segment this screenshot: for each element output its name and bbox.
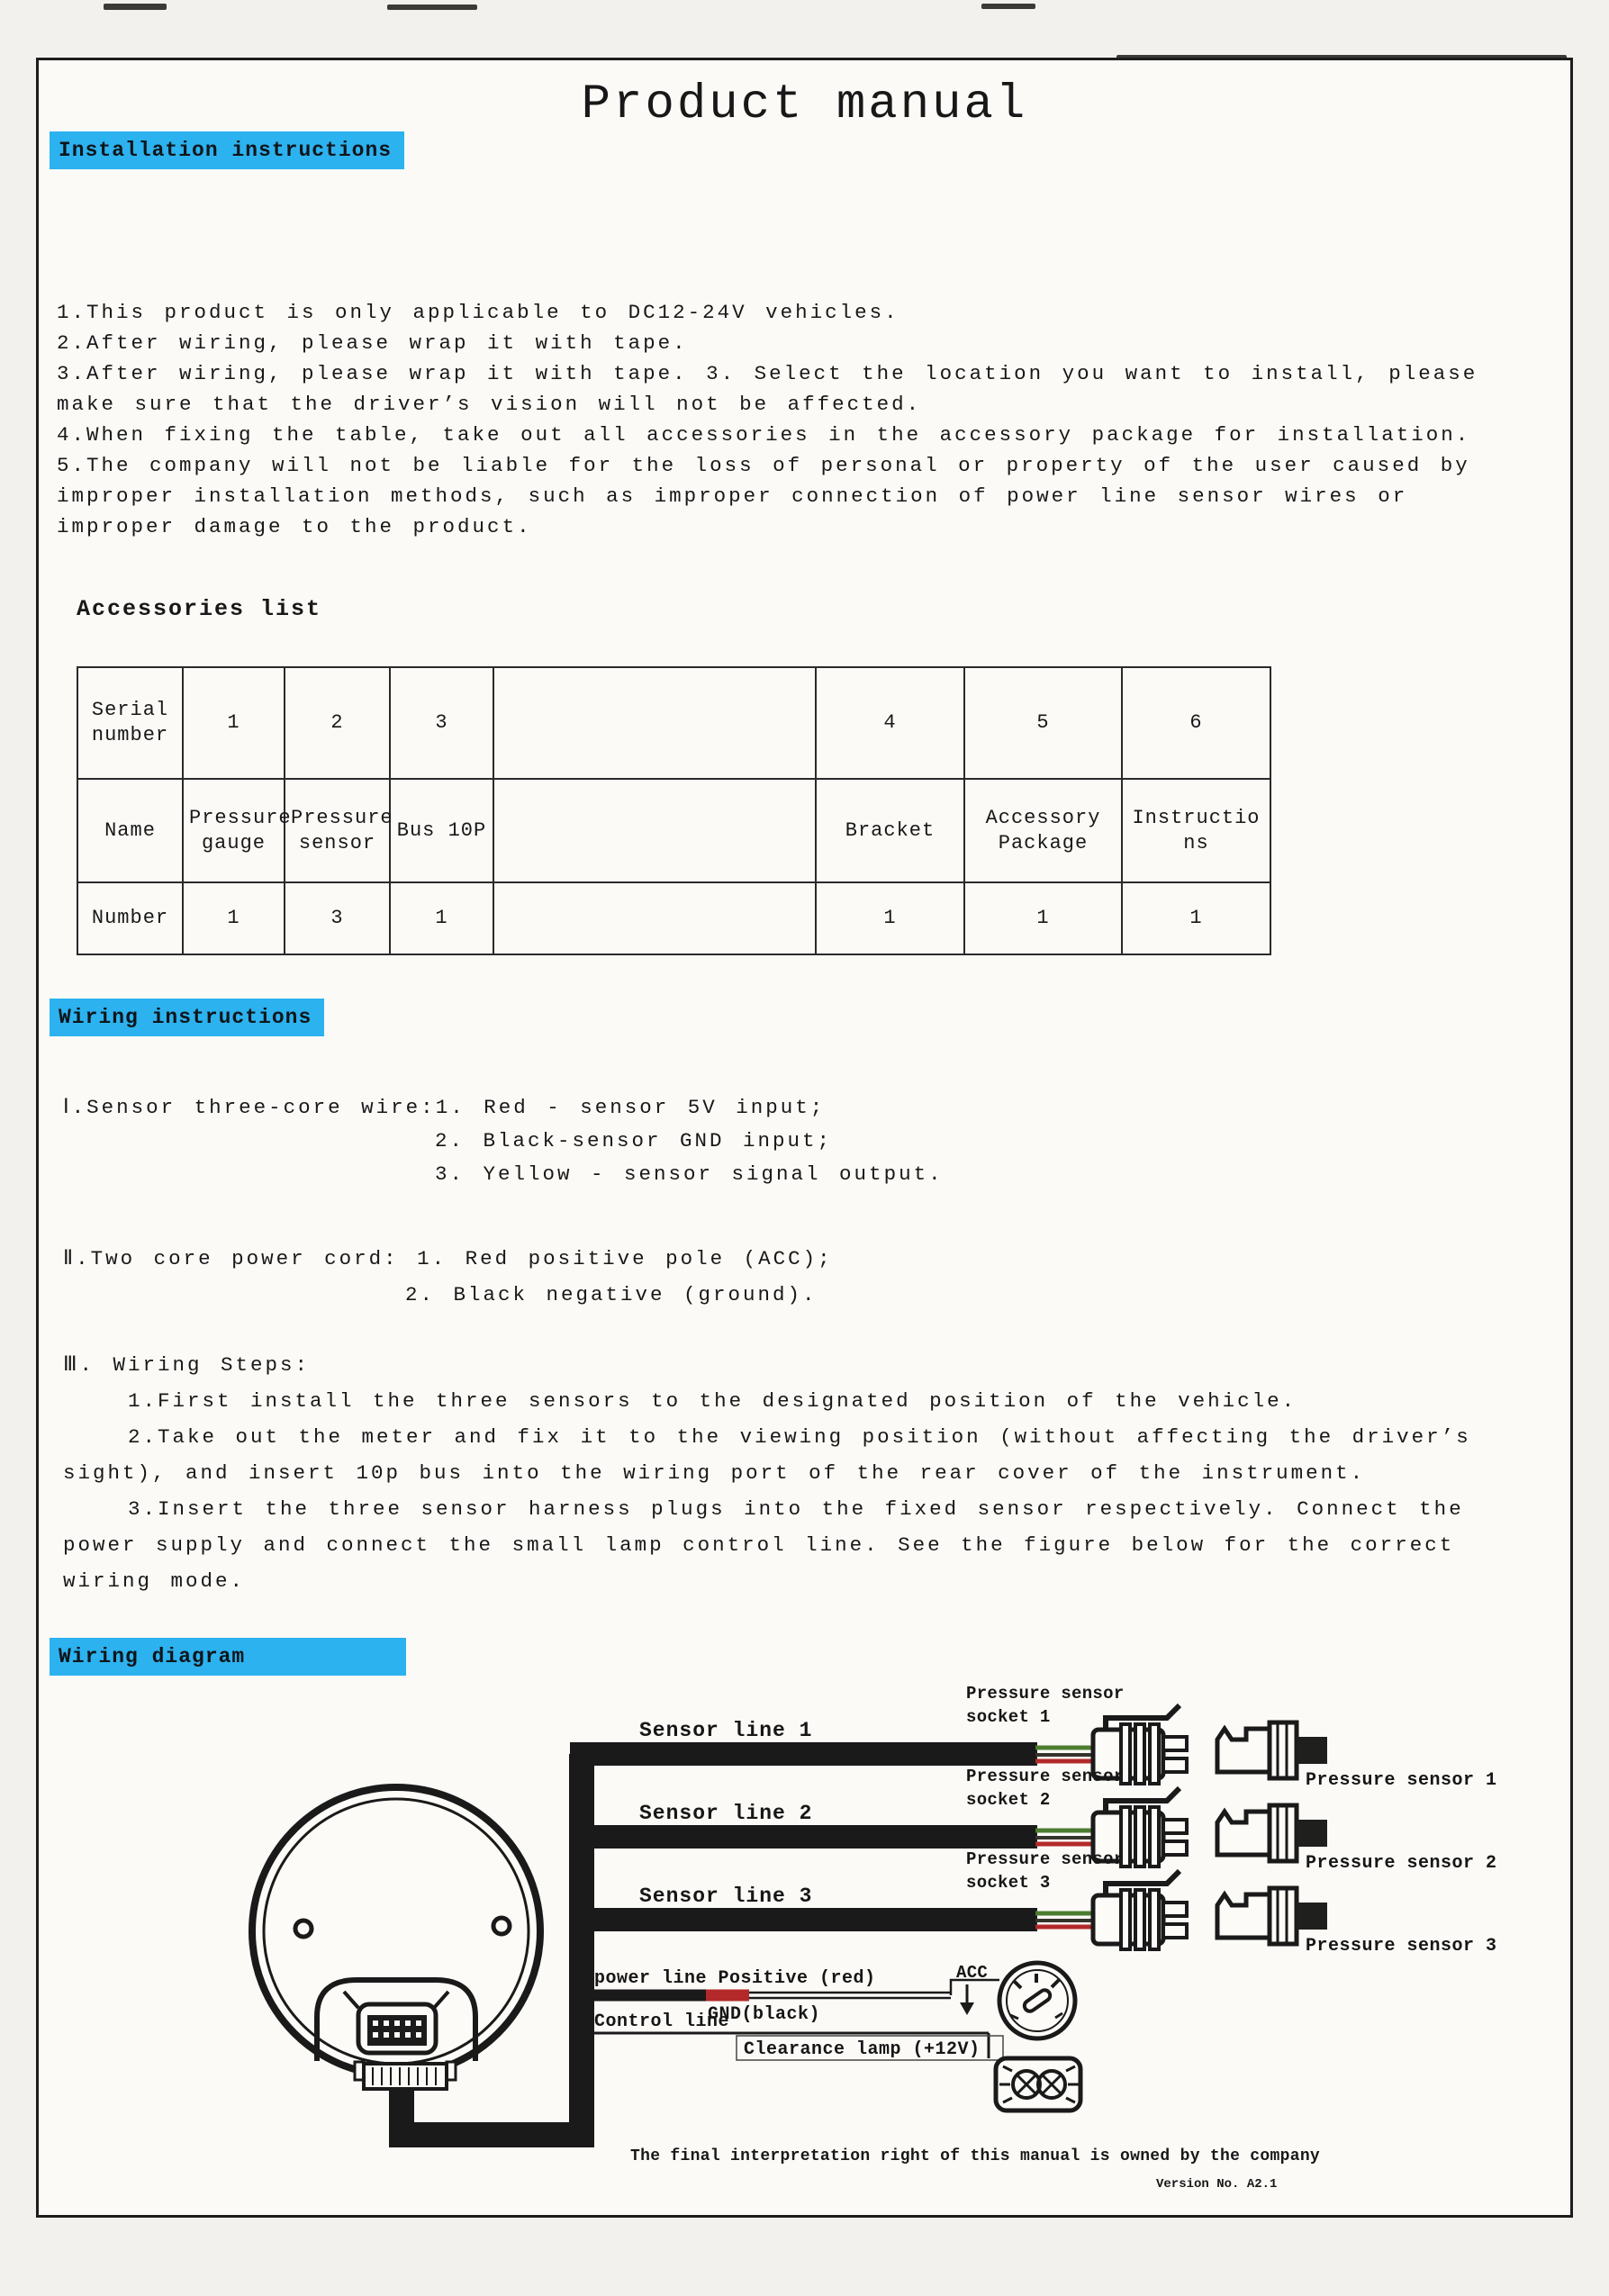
instruction-line: 2.After wiring, please wrap it with tape.: [57, 331, 688, 355]
power-line-label: power line Positive (red): [594, 1968, 876, 1989]
section-heading-installation: Installation instructions: [50, 131, 404, 169]
wiring-line: Ⅲ. Wiring Steps:: [63, 1353, 311, 1377]
scan-artifact: [104, 4, 167, 10]
table-cell: [493, 667, 816, 779]
wiring-line: power supply and connect the small lamp control line. See the figure below for the correct: [63, 1533, 1455, 1557]
instruction-line: 4.When fixing the table, take out all accessories in the accessory package for installation.: [57, 423, 1471, 447]
sensor-line-1-label: Sensor line 1: [639, 1719, 813, 1742]
bus-plug-icon: [355, 2062, 456, 2089]
scan-artifact: [387, 5, 477, 10]
table-cell: [493, 779, 816, 882]
table-cell: 5: [964, 667, 1122, 779]
table-row-name: [77, 779, 1270, 882]
installation-instructions: [57, 297, 1569, 542]
pressure-sensor-3-label: Pressure sensor 3: [1306, 1936, 1497, 1957]
table-cell: Bracket: [816, 779, 964, 882]
instruction-line: 5.The company will not be liable for the loss of personal or property of the user caused by: [57, 454, 1470, 477]
pressure-sensor-1-label: Pressure sensor 1: [1306, 1770, 1497, 1791]
table-cell: [493, 882, 816, 954]
table-cell: 4: [816, 667, 964, 779]
wiring-line: Ⅱ.Two core power cord: 1. Red positive pole (ACC);: [63, 1247, 833, 1270]
sensor-line-2-label: Sensor line 2: [639, 1802, 813, 1825]
instruction-line: improper damage to the product.: [57, 515, 532, 538]
table-cell: Accessory Package: [964, 779, 1122, 882]
table-cell: 3: [390, 667, 493, 779]
table-cell: Pressure sensor: [285, 779, 390, 882]
table-cell: 1: [816, 882, 964, 954]
section-heading-wiring-diagram: Wiring diagram: [50, 1638, 406, 1676]
wiring-line: 2.Take out the meter and fix it to the viewing position (without affecting the driver’s: [128, 1425, 1471, 1449]
wiring-line: 3.Insert the three sensor harness plugs into the fixed sensor respectively. Connect the: [128, 1497, 1464, 1521]
wiring-line: 2. Black negative (ground).: [405, 1283, 818, 1306]
table-cell: Bus 10P: [390, 779, 493, 882]
down-arrow-icon: [960, 2002, 974, 2015]
version-number: Version No. A2.1: [1156, 2177, 1278, 2192]
wiring-line: sight), and insert 10p bus into the wiring port of the rear cover of the instrument.: [63, 1461, 1366, 1485]
ignition-switch-icon: [999, 1963, 1075, 2038]
wiring-section-2: [63, 1241, 1576, 1313]
instruction-line: 3.After wiring, please wrap it with tape. 3. Select the location you want to install, please: [57, 362, 1478, 385]
table-cell: 1: [964, 882, 1122, 954]
pressure-sensor-socket-3: [1035, 1871, 1187, 1949]
wiring-line: 1.First install the three sensors to the designated position of the vehicle.: [128, 1389, 1297, 1413]
socket-1-label: Pressure sensor: [966, 1684, 1125, 1704]
wiring-section-3: [63, 1347, 1576, 1599]
instruction-line: make sure that the driver’s vision will not be affected.: [57, 393, 922, 416]
wiring-diagram-figure: [0, 1670, 1609, 2161]
socket-2-label: Pressure sensor: [966, 1767, 1125, 1786]
table-cell: 6: [1122, 667, 1270, 779]
socket-3-label: Pressure sensor: [966, 1849, 1125, 1869]
wiring-line: 3. Yellow - sensor signal output.: [435, 1162, 944, 1186]
socket-2-label: socket 2: [966, 1790, 1051, 1810]
clearance-lamp-label: Clearance lamp (+12V): [744, 2039, 981, 2060]
socket-3-label: socket 3: [966, 1873, 1051, 1893]
acc-label: ACC: [956, 1963, 989, 1983]
wiring-line: wiring mode.: [63, 1569, 246, 1593]
wiring-line: 2. Black-sensor GND input;: [435, 1129, 833, 1153]
table-cell: 1: [183, 667, 285, 779]
socket-1-label: socket 1: [966, 1707, 1051, 1727]
accessories-table: [77, 666, 1271, 955]
gnd-label: GND(black): [708, 2004, 821, 2025]
wiring-section-1: [63, 1091, 1576, 1191]
sensor-line-3-label: Sensor line 3: [639, 1885, 813, 1908]
table-cell: 2: [285, 667, 390, 779]
table-cell: 3: [285, 882, 390, 954]
table-cell: Instructio ns: [1122, 779, 1270, 882]
pressure-sensor-2-label: Pressure sensor 2: [1306, 1853, 1497, 1874]
instruction-line: improper installation methods, such as improper connection of power line sensor wires or: [57, 484, 1408, 508]
table-cell: 1: [183, 882, 285, 954]
table-cell: Serial number: [77, 667, 183, 779]
footer-disclaimer: The final interpretation right of this manual is owned by the company: [630, 2147, 1321, 2165]
table-cell: Name: [77, 779, 183, 882]
table-cell: Number: [77, 882, 183, 954]
pressure-gauge-illustration: [252, 1787, 540, 2089]
table-cell: 1: [1122, 882, 1270, 954]
page-title: Product manual: [581, 77, 1028, 132]
section-heading-wiring-instructions: Wiring instructions: [50, 999, 324, 1036]
scan-artifact: [981, 4, 1035, 9]
wiring-line: Ⅰ.Sensor three-core wire:1. Red - sensor 5V input;: [63, 1096, 826, 1119]
accessories-list-heading: Accessories list: [77, 596, 322, 622]
table-row-number: [77, 882, 1270, 954]
table-cell: Pressure gauge: [183, 779, 285, 882]
table-row-serial: [77, 667, 1270, 779]
instruction-line: 1.This product is only applicable to DC12-24V vehicles.: [57, 301, 899, 324]
clearance-lamp-icon: [996, 2058, 1080, 2111]
table-cell: 1: [390, 882, 493, 954]
control-line-label: Control line: [594, 2011, 730, 2032]
